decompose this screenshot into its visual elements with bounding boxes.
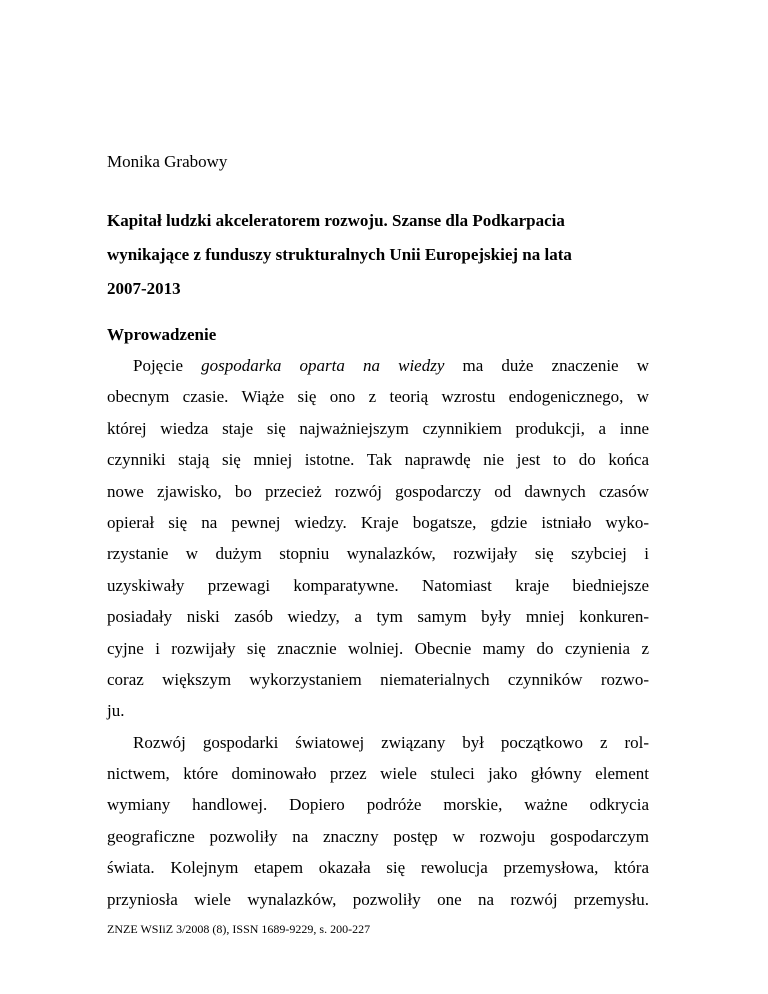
section-heading: Wprowadzenie — [107, 325, 217, 344]
article-title-line: 2007-2013 — [107, 279, 181, 298]
paragraph-line: wymiany handlowej. Dopiero podróże morskie, ważne odkrycia — [107, 795, 649, 815]
text-run: Pojęcie — [133, 356, 202, 375]
citation-footer: ZNZE WSIiZ 3/2008 (8), ISSN 1689-9229, s. 200-227 — [107, 922, 371, 936]
paragraph-line: obecnym czasie. Wiąże się ono z teorią wzrostu endogenicznego, w — [107, 387, 649, 407]
paragraph-line: coraz większym wykorzystaniem niematerialnych czynników rozwo- — [107, 669, 649, 689]
text-run: ma duże znaczenie w — [444, 356, 649, 375]
article-title — [107, 204, 649, 306]
paragraph-line: przyniosła wiele wynalazków, pozwoliły one na rozwój przemysłu. — [107, 889, 649, 909]
author-name: Monika Grabowy — [107, 152, 228, 171]
paragraph-line: ju. — [107, 701, 125, 721]
emphasized-term: gospodarka oparta na wiedzy — [201, 356, 445, 375]
body-text — [107, 350, 649, 915]
paragraph-line: posiadały niski zasób wiedzy, a tym samym były mniej konkuren- — [107, 607, 649, 627]
article-title-line: Kapitał ludzki akceleratorem rozwoju. Szanse dla Podkarpacia — [107, 211, 565, 230]
paragraph-line: rzystanie w dużym stopniu wynalazków, rozwijały się szybciej i — [107, 544, 649, 564]
paragraph-line: uzyskiwały przewagi komparatywne. Natomiast kraje biedniejsze — [107, 575, 649, 595]
paragraph-line: Rozwój gospodarki światowej związany był początkowo z rol- — [133, 732, 649, 752]
paragraph-line: geograficzne pozwoliły na znaczny postęp w rozwoju gospodarczym — [107, 826, 649, 846]
paragraph-line: świata. Kolejnym etapem okazała się rewolucja przemysłowa, która — [107, 858, 649, 878]
document-page — [107, 0, 649, 994]
paragraph-line: nictwem, które dominowało przez wiele stuleci jako główny element — [107, 764, 649, 784]
paragraph-line: nowe zjawisko, bo przecież rozwój gospodarczy od dawnych czasów — [107, 481, 649, 501]
article-title-line: wynikające z funduszy strukturalnych Unii Europejskiej na lata — [107, 245, 572, 264]
paragraph-line — [107, 350, 649, 381]
paragraph-line: cyjne i rozwijały się znacznie wolniej. Obecnie mamy do czynienia z — [107, 638, 649, 658]
paragraph-line: której wiedza staje się najważniejszym czynnikiem produkcji, a inne — [107, 418, 649, 438]
paragraph-line: czynniki stają się mniej istotne. Tak naprawdę nie jest to do końca — [107, 450, 649, 470]
paragraph-line: opierał się na pewnej wiedzy. Kraje bogatsze, gdzie istniało wyko- — [107, 512, 649, 532]
